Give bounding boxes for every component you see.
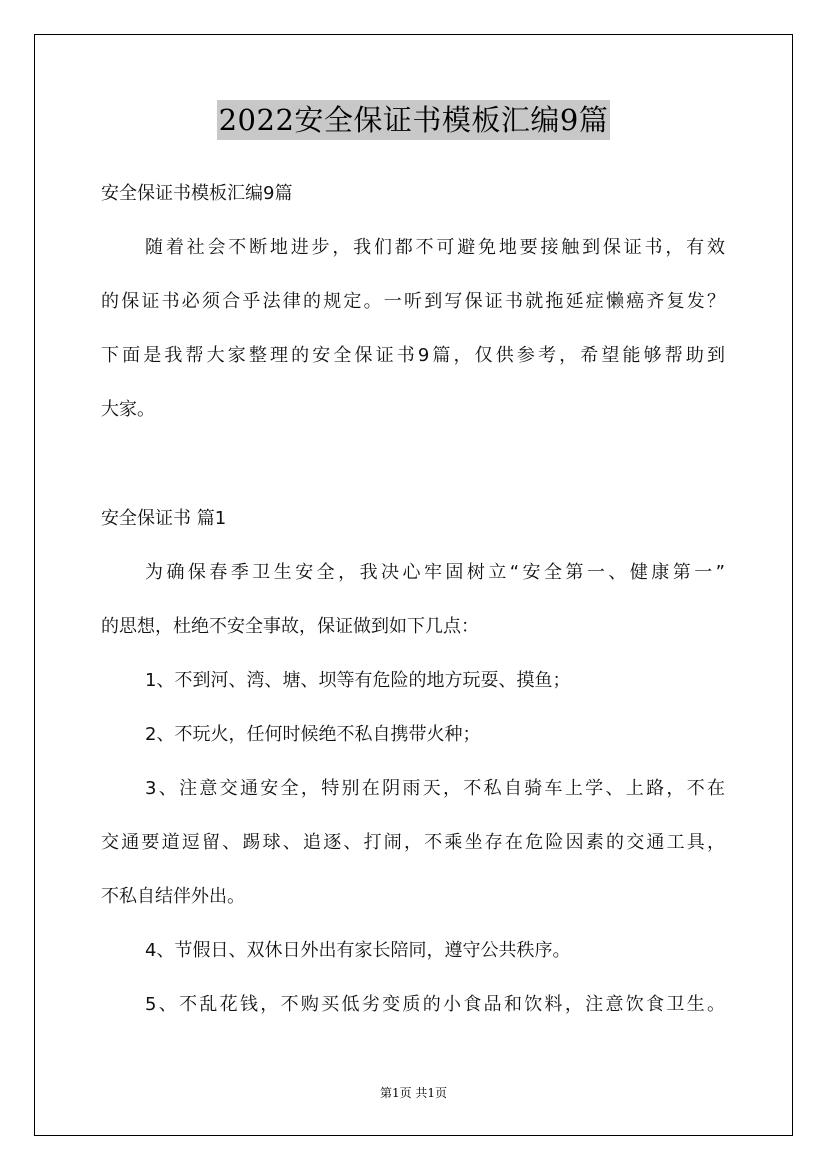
title-container xyxy=(0,100,827,140)
document-title: 2022安全保证书模板汇编9篇 xyxy=(217,100,611,140)
section-heading: 安全保证书 篇1 xyxy=(101,508,227,529)
para1-line-1: 为确保春季卫生安全，我决心牢固树立“安全第一、健康第一” xyxy=(145,562,725,583)
intro-line-3: 下面是我帮大家整理的安全保证书9篇，仅供参考，希望能够帮助到 xyxy=(101,345,725,366)
list-item-5: 5、不乱花钱，不购买低劣变质的小食品和饮料，注意饮食卫生。 xyxy=(145,994,725,1015)
page-footer: 第1页 共1页 xyxy=(379,1086,448,1100)
intro-line-4: 大家。 xyxy=(101,399,155,420)
list-item-1: 1、不到河、湾、塘、坝等有危险的地方玩耍、摸鱼； xyxy=(145,670,571,691)
list-item-4: 4、节假日、双休日外出有家长陪同，遵守公共秩序。 xyxy=(145,940,571,961)
list-item-3-line-3: 不私自结伴外出。 xyxy=(101,886,245,907)
intro-line-2: 的保证书必须合乎法律的规定。一听到写保证书就拖延症懒癌齐复发？ xyxy=(101,291,725,312)
list-item-2: 2、不玩火，任何时候绝不私自携带火种； xyxy=(145,724,481,745)
list-item-3-line-1: 3、注意交通安全，特别在阴雨天，不私自骑车上学、上路，不在 xyxy=(145,778,725,799)
intro-line-1: 随着社会不断地进步，我们都不可避免地要接触到保证书，有效 xyxy=(145,237,725,258)
para1-line-2: 的思想，杜绝不安全事故，保证做到如下几点： xyxy=(101,616,479,637)
list-item-3-line-2: 交通要道逗留、踢球、追逐、打闹，不乘坐存在危险因素的交通工具， xyxy=(101,832,725,853)
subtitle: 安全保证书模板汇编9篇 xyxy=(101,183,293,204)
